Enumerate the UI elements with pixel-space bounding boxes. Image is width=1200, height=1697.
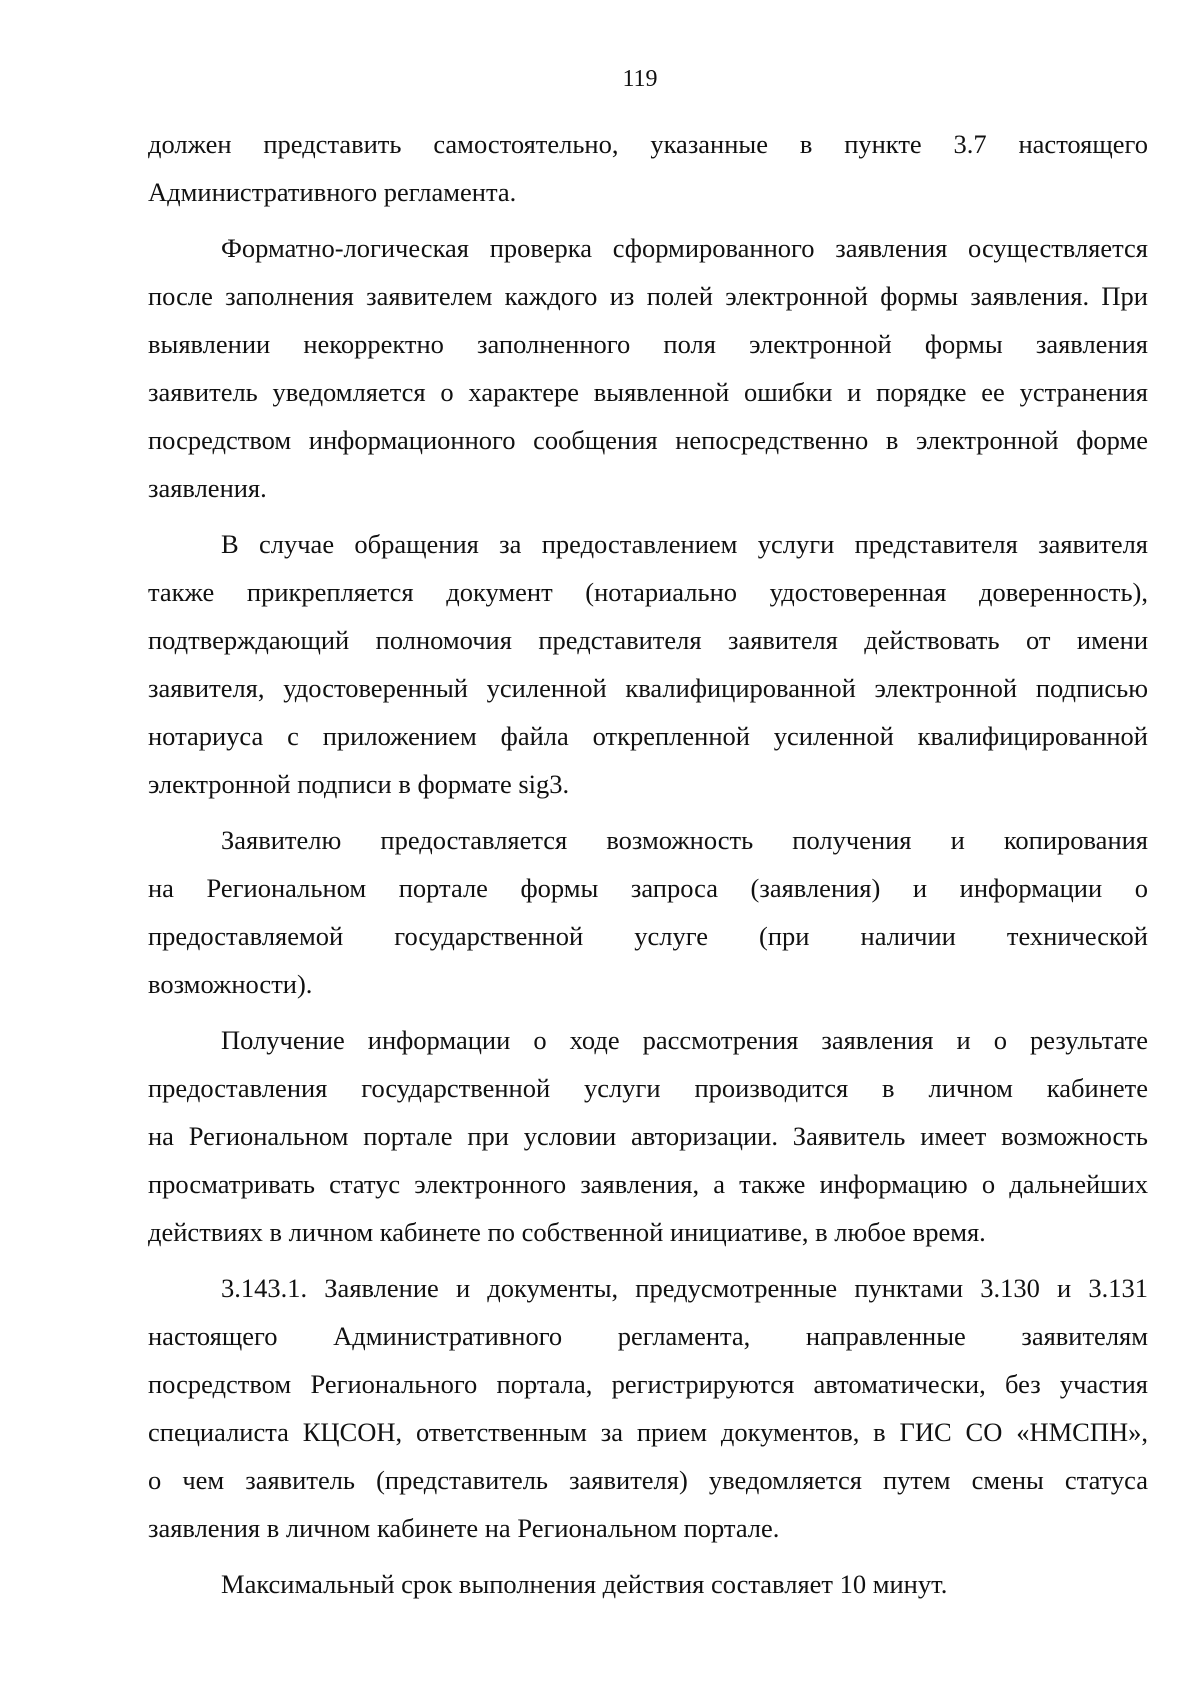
text-line: на Региональном портале при условии авторизации. Заявитель имеет возможность [148, 1121, 1148, 1151]
paragraph [148, 1016, 1148, 1256]
text-line: после заполнения заявителем каждого из полей электронной формы заявления. При [148, 281, 1148, 311]
text-line: должен представить самостоятельно, указанные в пункте 3.7 настоящего [148, 129, 1148, 159]
text-line: заявителя, удостоверенный усиленной квалифицированной электронной подписью [148, 673, 1148, 703]
text-line: заявления в личном кабинете на Региональном портале. [148, 1513, 780, 1543]
text-line: В случае обращения за предоставлением услуги представителя заявителя [221, 529, 1148, 559]
text-line: предоставления государственной услуги производится в личном кабинете [148, 1073, 1148, 1103]
paragraph [148, 816, 1148, 1008]
text-line: также прикрепляется документ (нотариально удостоверенная доверенность), [148, 577, 1148, 607]
paragraph [148, 520, 1148, 808]
text-line: Заявителю предоставляется возможность получения и копирования [221, 825, 1148, 855]
text-line: 3.143.1. Заявление и документы, предусмотренные пунктами 3.130 и 3.131 [221, 1273, 1148, 1303]
text-line: электронной подписи в формате sig3. [148, 769, 570, 799]
text-line: возможности). [148, 969, 313, 999]
text-line: посредством Регионального портала, регистрируются автоматически, без участия [148, 1369, 1148, 1399]
text-line: просматривать статус электронного заявления, а также информацию о дальнейших [148, 1169, 1148, 1199]
paragraph [148, 120, 1148, 216]
text-line: настоящего Административного регламента, направленные заявителям [148, 1321, 1148, 1351]
text-line: специалиста КЦСОН, ответственным за прием документов, в ГИС СО «НМСПН», [148, 1417, 1148, 1447]
document-body [148, 120, 1148, 1608]
text-line: Форматно-логическая проверка сформированного заявления осуществляется [221, 233, 1148, 263]
text-line: подтверждающий полномочия представителя заявителя действовать от имени [148, 625, 1148, 655]
text-line: Максимальный срок выполнения действия составляет 10 минут. [221, 1569, 948, 1599]
text-line: посредством информационного сообщения непосредственно в электронной форме [148, 425, 1148, 455]
text-line: о чем заявитель (представитель заявителя) уведомляется путем смены статуса [148, 1465, 1148, 1495]
text-line: выявлении некорректно заполненного поля электронной формы заявления [148, 329, 1148, 359]
text-line: нотариуса с приложением файла открепленной усиленной квалифицированной [148, 721, 1148, 751]
paragraph [148, 224, 1148, 512]
text-line: заявления. [148, 473, 267, 503]
page-number: 119 [622, 66, 658, 92]
text-line: Получение информации о ходе рассмотрения заявления и о результате [221, 1025, 1148, 1055]
paragraph [148, 1264, 1148, 1552]
text-line: действиях в личном кабинете по собственной инициативе, в любое время. [148, 1217, 986, 1247]
text-line: заявитель уведомляется о характере выявленной ошибки и порядке ее устранения [148, 377, 1148, 407]
text-line: Административного регламента. [148, 177, 517, 207]
text-line: на Региональном портале формы запроса (заявления) и информации о [148, 873, 1148, 903]
text-line: предоставляемой государственной услуге (при наличии технической [148, 921, 1148, 951]
paragraph [148, 1560, 1148, 1608]
